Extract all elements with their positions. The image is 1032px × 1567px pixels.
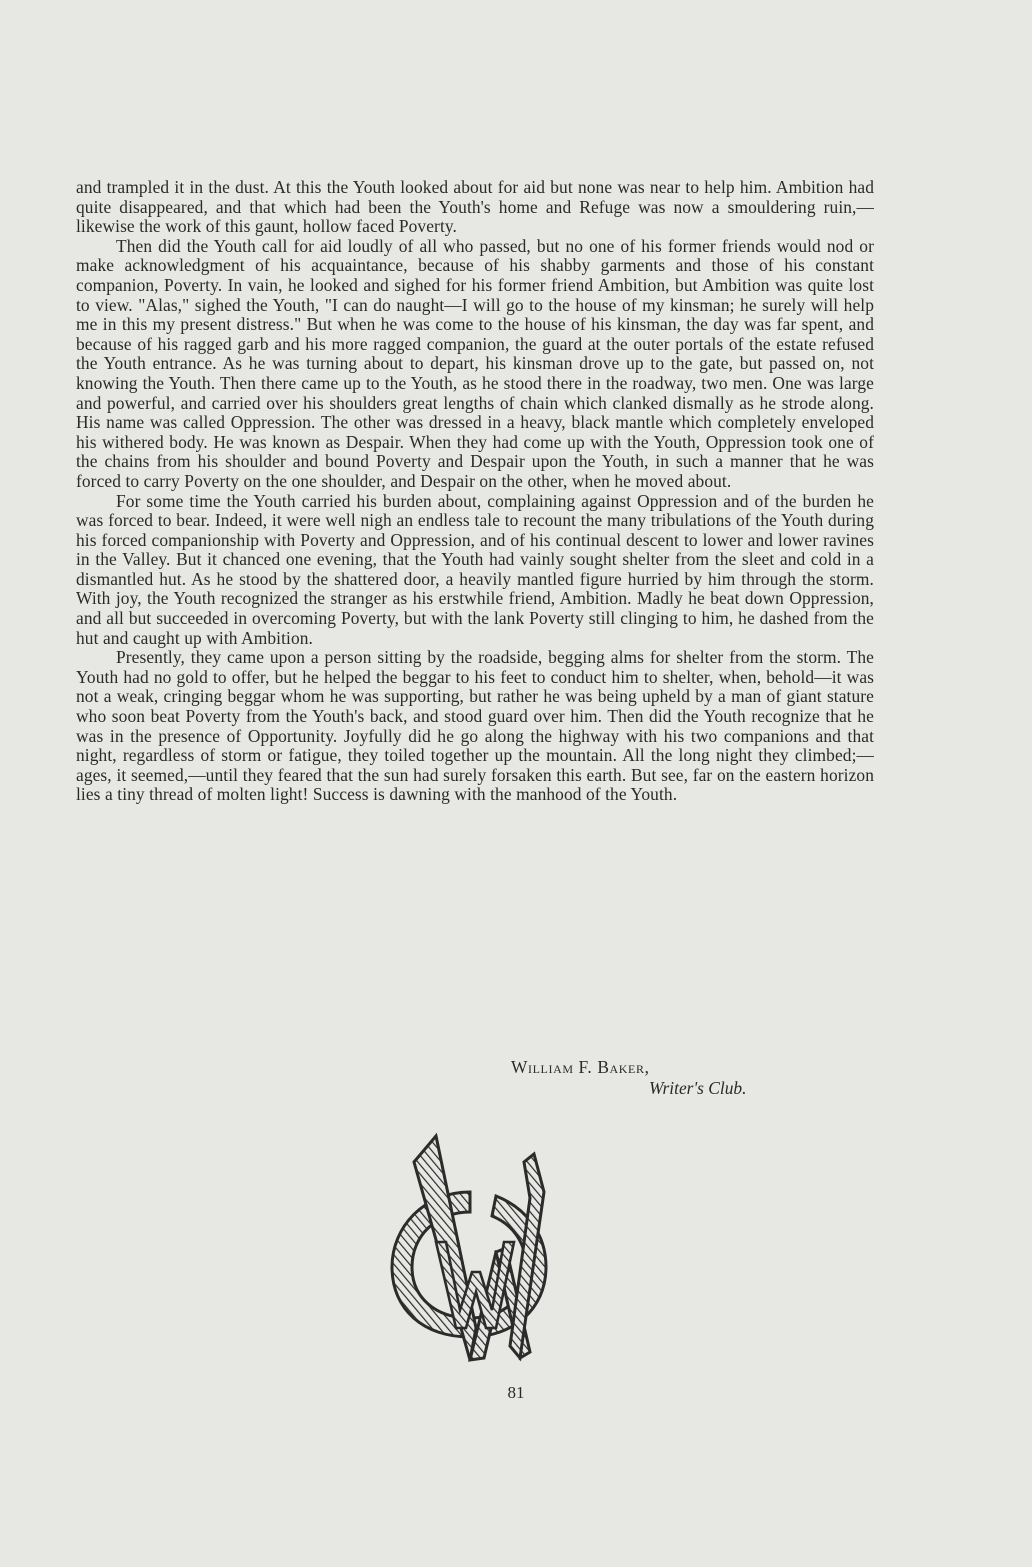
page-number: 81: [507, 1383, 525, 1402]
story-text: [76, 178, 874, 805]
wc-monogram-logo: [384, 1132, 556, 1370]
paragraph-1: and trampled it in the dust. At this the Youth looked about for aid but none was near to help him. Ambition had quite disappeared, and that which had been the Youth's home and Refuge was now a smouldering ruin,—likewise the work of this gaunt, hollow faced Poverty.: [76, 177, 874, 237]
author-club: Writer's Club.: [649, 1078, 747, 1098]
author-name: William F. Baker,: [511, 1057, 650, 1077]
paragraph-2: Then did the Youth call for aid loudly of all who passed, but no one of his former friends would nod or make acknowledgment of his acquaintance, because of his shabby garments and those of his constant companion, Poverty. In vain, he looked and sighed for his former friend Ambition, but Ambition was quite lost to view. "Alas," sighed the Youth, "I can do naught—I will go to the house of my kinsman; he surely will help me in this my present distress." But when he was come to the house of his kinsman, the day was far spent, and because of his ragged garb and his more ragged companion, the guard at the outer portals of the estate refused the Youth entrance. As he was turning about to depart, his kinsman drove up to the gate, but passed on, not knowing the Youth. Then there came up to the Youth, as he stood there in the roadway, two men. One was large and powerful, and carried over his shoulders great lengths of chain which clanked dismally as he strode along. His name was called Oppression. The other was dressed in a heavy, black mantle which completely enveloped his withered body. He was known as Despair. When they had come up with the Youth, Oppression took one of the chains from his shoulder and bound Poverty and Despair upon the Youth, in such a manner that he was forced to carry Poverty on the one shoulder, and Despair on the other, when he moved about.: [76, 235, 874, 491]
author-signature: [511, 1057, 746, 1099]
paragraph-4: Presently, they came upon a person sitting by the roadside, begging alms for shelter from the storm. The Youth had no gold to offer, but he helped the beggar to his feet to conduct him to shelter, when, behold—it was not a weak, cringing beggar whom he was supporting, but rather he was being upheld by a man of giant stature who soon beat Poverty from the Youth's back, and stood guard over him. Then did the Youth recognize that he was in the presence of Opportunity. Joyfully did he go along the highway with his two companions and that night, regardless of storm or fatigue, they toiled together up the mountain. All the long night they climbed;—ages, it seemed,—until they feared that the sun had surely forsaken this earth. But see, far on the eastern horizon lies a tiny thread of molten light! Success is dawning with the manhood of the Youth.: [76, 647, 874, 805]
paragraph-3: For some time the Youth carried his burden about, complaining against Oppression and of the burden he was forced to bear. Indeed, it were well nigh an endless tale to recount the many tribulations of the Youth during his forced companionship with Poverty and Oppression, and of his continual descent to lower and lower ravines in the Valley. But it chanced one evening, that the Youth had vainly sought shelter from the sleet and cold in a dismantled hut. As he stood by the shattered door, a heavily mantled figure hurried by him through the storm. With joy, the Youth recognized the stranger as his erstwhile friend, Ambition. Madly he beat down Oppression, and all but succeeded in overcoming Poverty, but with the lank Poverty still clinging to him, he dashed from the hut and caught up with Ambition.: [76, 490, 874, 648]
